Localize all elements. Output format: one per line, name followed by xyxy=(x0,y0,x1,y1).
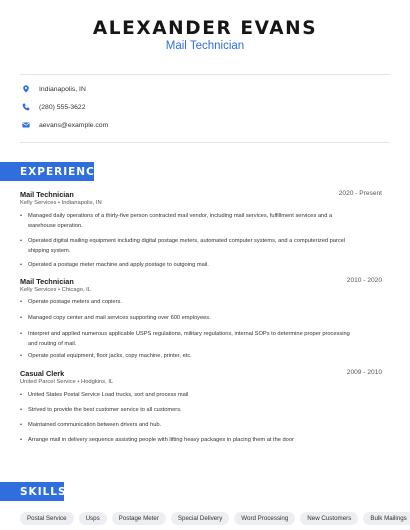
separator-dot: • xyxy=(58,287,62,293)
job-bullet: • Operated a postage meter machine and apply postage to outgoing mail. xyxy=(20,261,360,271)
separator-dot: • xyxy=(58,200,62,206)
separator-dot: • xyxy=(77,379,82,385)
job-bullet: • Interpret and applied numerous applicable USPS regulations, military regulations, internal SOPs to determine proper processing and routing of mail. xyxy=(20,330,360,349)
phone-text: (280) 555-3622 xyxy=(39,103,86,111)
job-location: Chicago, IL xyxy=(61,287,91,293)
resume-header xyxy=(0,0,410,74)
experience-heading: EXPERIENCE xyxy=(0,162,94,181)
map-pin-icon xyxy=(22,85,30,93)
skill-chip: Usps xyxy=(79,512,107,525)
job-company-line xyxy=(20,200,102,206)
header-divider xyxy=(20,74,390,75)
job-bullet: • Managed copy center and mail services supporting over 600 employees. xyxy=(20,314,360,324)
job-title: Casual Clerk xyxy=(20,369,65,378)
skill-chip: Postal Service xyxy=(20,512,74,525)
job-company-line xyxy=(20,287,91,293)
job-company-line xyxy=(20,379,113,385)
email-text[interactable]: aevans@example.com xyxy=(39,121,109,129)
job-bullet: • Managed daily operations of a thirty-five person contracted mail vendor, including mail services, fulfillment services and a warehouse operation. xyxy=(20,212,360,231)
job-bullet: • Strived to provide the best customer service to all customers. xyxy=(20,406,360,416)
skill-chip: New Customers xyxy=(300,512,358,525)
contact-email xyxy=(22,121,108,129)
job-company: Kelly Services xyxy=(20,200,57,206)
job-dates: 2010 - 2020 xyxy=(346,277,382,284)
skill-chip: Word Processing xyxy=(234,512,295,525)
contact-location xyxy=(22,85,86,93)
job-title: Mail Technician xyxy=(20,190,74,199)
job-bullet: • Arrange mail in delivery sequence assisting people with lifting heavy packages in placing them at the door xyxy=(20,436,360,446)
job-location: Hodgkins, IL xyxy=(81,379,114,385)
job-title: Mail Technician xyxy=(20,277,74,286)
skill-chip: Bulk Mailings xyxy=(363,512,410,525)
job-dates: 2009 - 2010 xyxy=(346,369,382,376)
skill-chip: Special Delivery xyxy=(171,512,229,525)
contact-divider xyxy=(20,142,390,143)
contact-phone xyxy=(22,103,85,111)
job-bullet: • Operate postal equipment, floor jacks, copy machine, printer, etc. xyxy=(20,352,360,362)
envelope-icon xyxy=(22,121,30,129)
location-text: Indianapolis, IN xyxy=(39,85,86,93)
job-bullet: • United States Postal Service Load trucks, sort and process mail xyxy=(20,391,360,401)
job-location: Indianapolis, IN xyxy=(61,200,102,206)
skills-heading: SKILLS xyxy=(0,482,64,501)
phone-icon xyxy=(22,103,30,111)
job-bullet: • Maintained communication between drivers and hub. xyxy=(20,421,360,431)
job-dates: 2020 - Present xyxy=(338,190,382,197)
skill-chip: Postage Meter xyxy=(112,512,166,525)
job-bullet: • Operate postage meters and copiers. xyxy=(20,298,360,308)
skills-list xyxy=(20,512,410,525)
job-company: Kelly Services xyxy=(20,287,57,293)
candidate-role: Mail Technician xyxy=(165,40,245,52)
candidate-name: ALEXANDER EVANS xyxy=(92,18,318,39)
job-company: United Parcel Service xyxy=(20,379,76,385)
job-bullet: • Operated digital mailing equipment including digital postage meters, automated computer systems, and a computerized parcel shipping system. xyxy=(20,237,360,256)
